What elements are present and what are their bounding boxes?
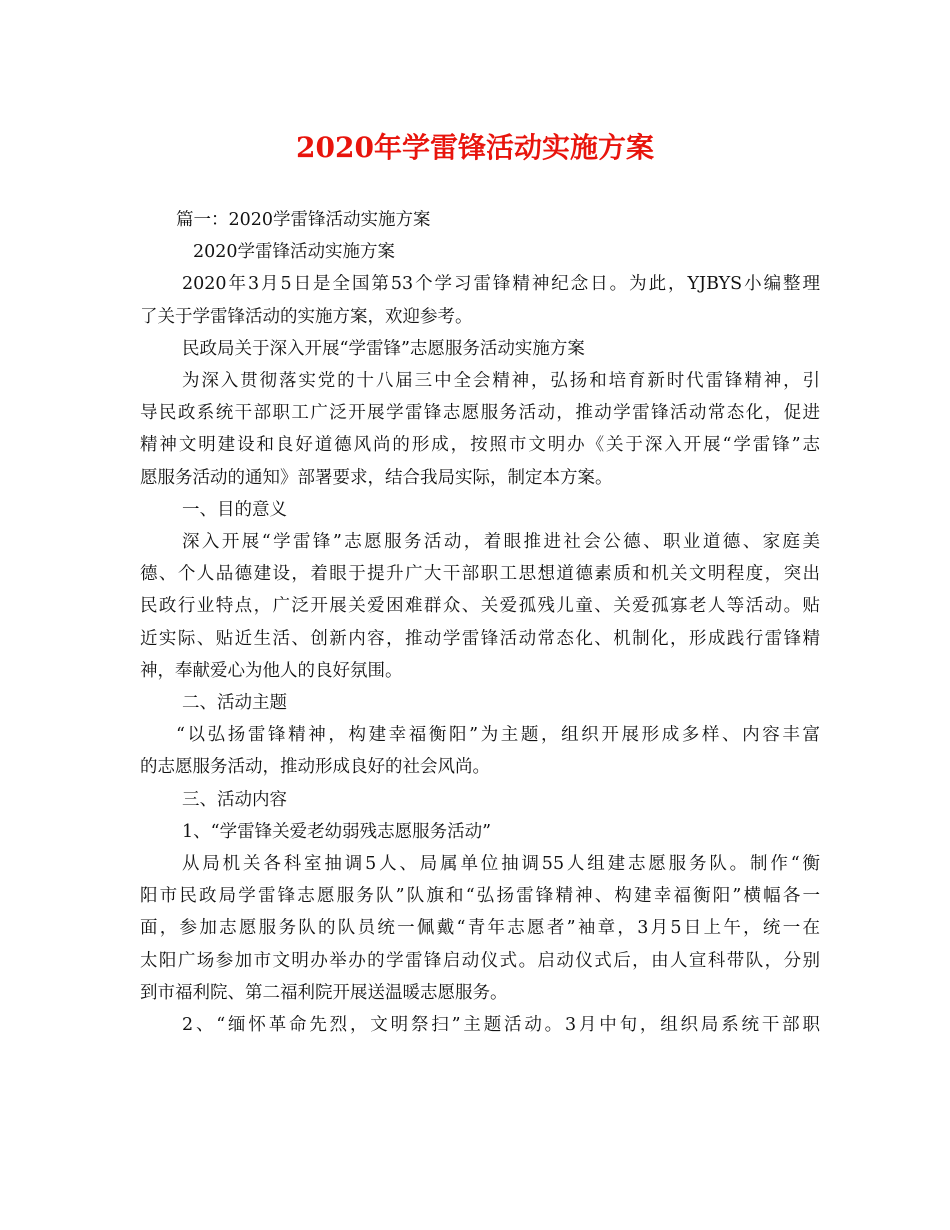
- paragraph-line: 从局机关各科室抽调5人、局属单位抽调55人组建志愿服务队。制作“衡: [182, 854, 820, 875]
- paragraph-line: 面，参加志愿服务队的队员统一佩戴“青年志愿者”袖章，3月5日上午，统一在: [140, 918, 820, 939]
- paragraph-line: 为深入贯彻落实党的十八届三中全会精神，弘扬和培育新时代雷锋精神，引: [182, 371, 820, 392]
- paragraph-line: 到市福利院、第二福利院开展送温暖志愿服务。: [140, 982, 508, 1003]
- section-heading: 三、活动内容: [182, 789, 287, 810]
- subtitle-line: 2020学雷锋活动实施方案: [193, 242, 396, 263]
- paragraph-line: 的志愿服务活动，推动形成良好的社会风尚。: [140, 757, 490, 778]
- paragraph-line: 精神文明建设和良好道德风尚的形成，按照市文明办《关于深入开展“学雷锋”志: [140, 435, 820, 456]
- paragraph-line: 深入开展“学雷锋”志愿服务活动，着眼推进社会公德、职业道德、家庭美: [182, 532, 820, 553]
- paragraph-line: “以弘扬雷锋精神，构建幸福衡阳”为主题，组织开展形成多样、内容丰富: [176, 725, 820, 746]
- paragraph-line: 太阳广场参加市文明办举办的学雷锋启动仪式。启动仪式后，由人宣科带队，分别: [140, 950, 820, 971]
- paragraph-line: 神，奉献爱心为他人的良好氛围。: [140, 660, 403, 681]
- paragraph-line: 德、个人品德建设，着眼于提升广大干部职工思想道德素质和机关文明程度，突出: [140, 564, 820, 585]
- paragraph-line: 近实际、贴近生活、创新内容，推动学雷锋活动常态化、机制化，形成践行雷锋精: [140, 628, 820, 649]
- paragraph-line: 愿服务活动的通知》部署要求，结合我局实际，制定本方案。: [140, 467, 613, 488]
- section-heading: 一、目的意义: [182, 499, 287, 520]
- paragraph-line: 导民政系统干部职工广泛开展学雷锋志愿服务活动，推动学雷锋活动常态化，促进: [140, 403, 820, 424]
- section-heading-part-one: 篇一：2020学雷锋活动实施方案: [176, 210, 431, 230]
- plan-heading: 民政局关于深入开展“学雷锋”志愿服务活动实施方案: [182, 338, 585, 359]
- paragraph-line: 民政行业特点，广泛开展关爱困难群众、关爱孤残儿童、关爱孤寡老人等活动。贴: [140, 596, 820, 617]
- document-body: [140, 204, 820, 1041]
- paragraph-line: 了关于学雷锋活动的实施方案，欢迎参考。: [140, 306, 473, 327]
- section-heading: 二、活动主题: [182, 693, 287, 714]
- paragraph-line: 2020年3月5日是全国第53个学习雷锋精神纪念日。为此，YJBYS小编整理: [182, 274, 820, 295]
- document-title: 2020年学雷锋活动实施方案: [296, 131, 654, 164]
- paragraph-line: 阳市民政局学雷锋志愿服务队”队旗和“弘扬雷锋精神、构建幸福衡阳”横幅各一: [140, 886, 820, 907]
- paragraph-line: 2、“缅怀革命先烈，文明祭扫”主题活动。3月中旬，组织局系统干部职: [182, 1015, 820, 1036]
- subsection-heading: 1、“学雷锋关爱老幼弱残志愿服务活动”: [182, 821, 492, 842]
